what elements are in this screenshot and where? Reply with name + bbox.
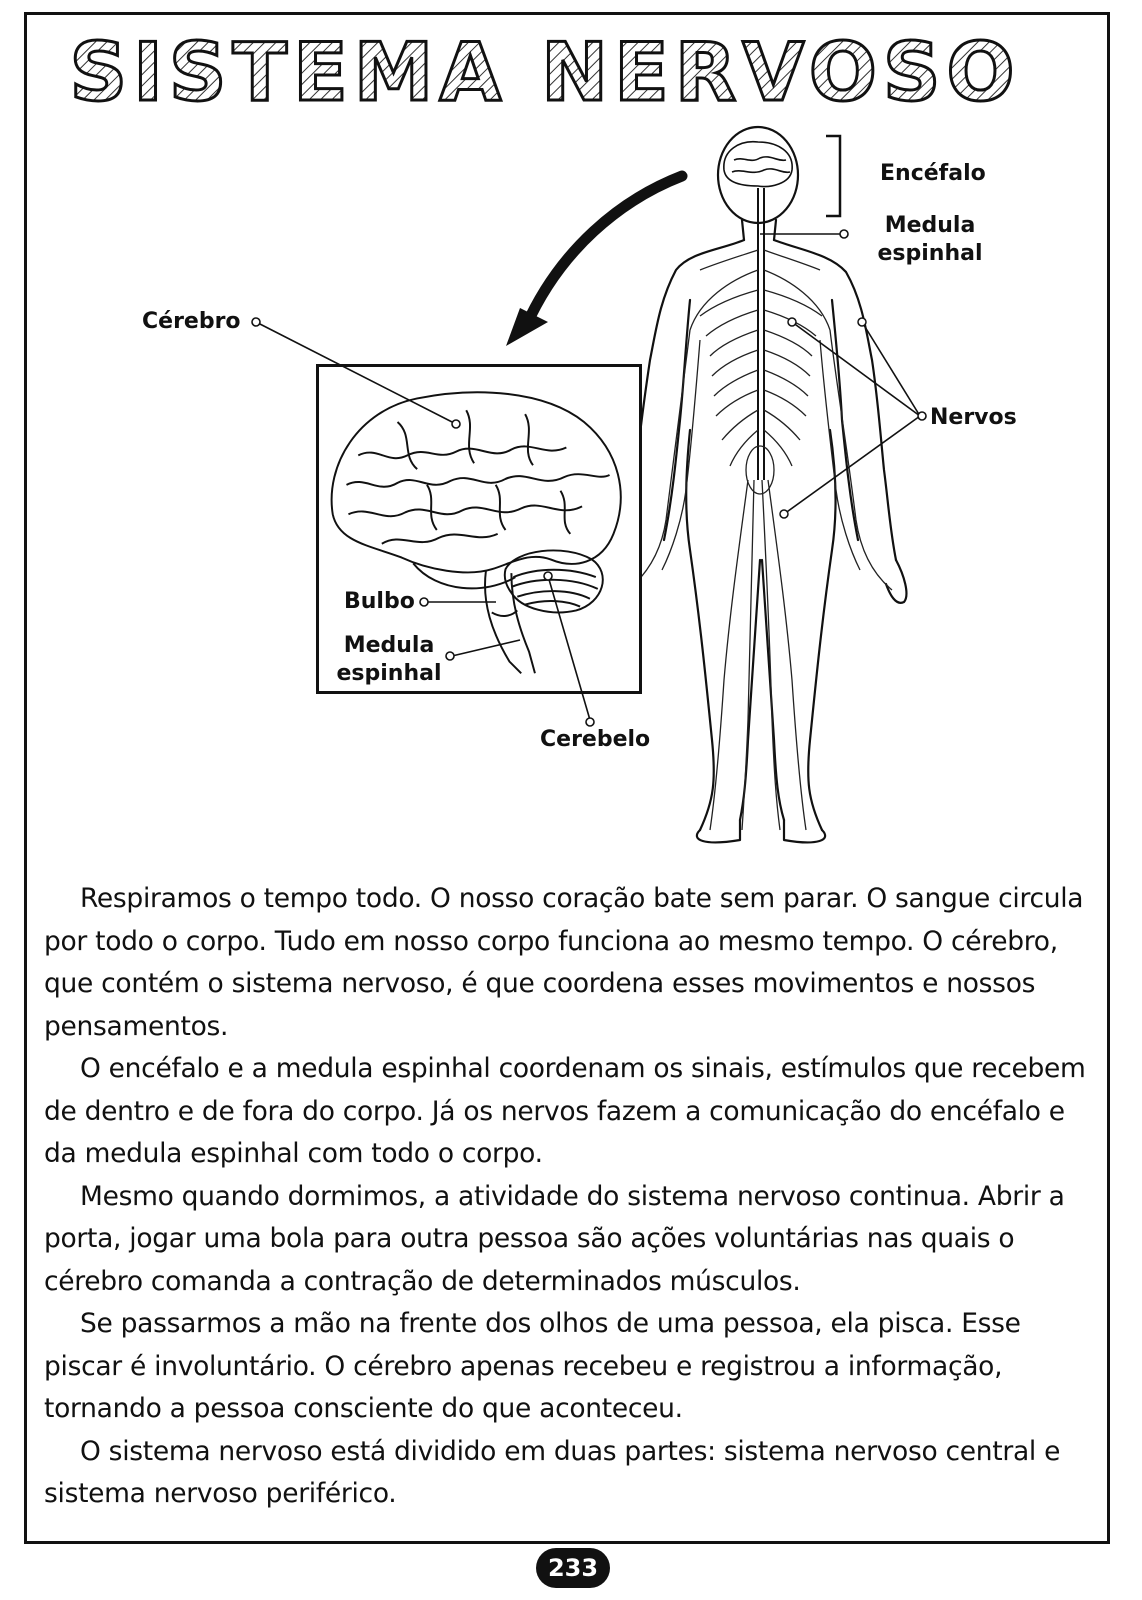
label-medula-espinhal-brain-line2: espinhal <box>336 661 442 686</box>
title-text: SISTEMA NERVOSO <box>69 26 1021 119</box>
paragraph: O encéfalo e a medula espinhal coordenam os sinais, estímulos que recebem de dentro e de fora do corpo. Já os nervos fazem a comunicação do encéfalo e da medula espinhal com todo o corpo. <box>44 1053 1086 1169</box>
label-cerebelo: Cerebelo <box>540 727 651 752</box>
page-title <box>69 26 1021 119</box>
label-medula-espinhal-body-line1: Medula <box>884 213 976 238</box>
label-encefalo: Encéfalo <box>880 161 986 186</box>
label-medula-espinhal-brain <box>330 632 448 688</box>
paragraph: Se passarmos a mão na frente dos olhos de uma pessoa, ela pisca. Esse piscar é involuntário. O cérebro apenas recebeu e registrou a informação, tornando a pessoa consciente do que aconteceu. <box>44 1308 1021 1424</box>
paragraph: O sistema nervoso está dividido em duas partes: sistema nervoso central e sistema nervoso periférico. <box>44 1435 1061 1509</box>
paragraph: Respiramos o tempo todo. O nosso coração bate sem parar. O sangue circula por todo o corpo. Tudo em nosso corpo funciona ao mesmo tempo. O cérebro, que contém o sistema nervoso, é que coordena esses movimentos e nossos pensamentos. <box>44 883 1084 1042</box>
body-text <box>44 878 1104 1516</box>
label-bulbo: Bulbo <box>344 589 415 614</box>
label-nervos: Nervos <box>930 405 1017 430</box>
label-medula-espinhal-body-line2: espinhal <box>877 241 983 266</box>
paragraph: Mesmo quando dormimos, a atividade do sistema nervoso continua. Abrir a porta, jogar uma bola para outra pessoa são ações voluntárias nas quais o cérebro comanda a contração de determinados músculos. <box>44 1180 1065 1297</box>
label-cerebro: Cérebro <box>142 309 241 334</box>
label-medula-espinhal-brain-line1: Medula <box>343 633 435 658</box>
page-number: 233 <box>536 1548 610 1588</box>
label-medula-espinhal-body <box>870 212 990 268</box>
